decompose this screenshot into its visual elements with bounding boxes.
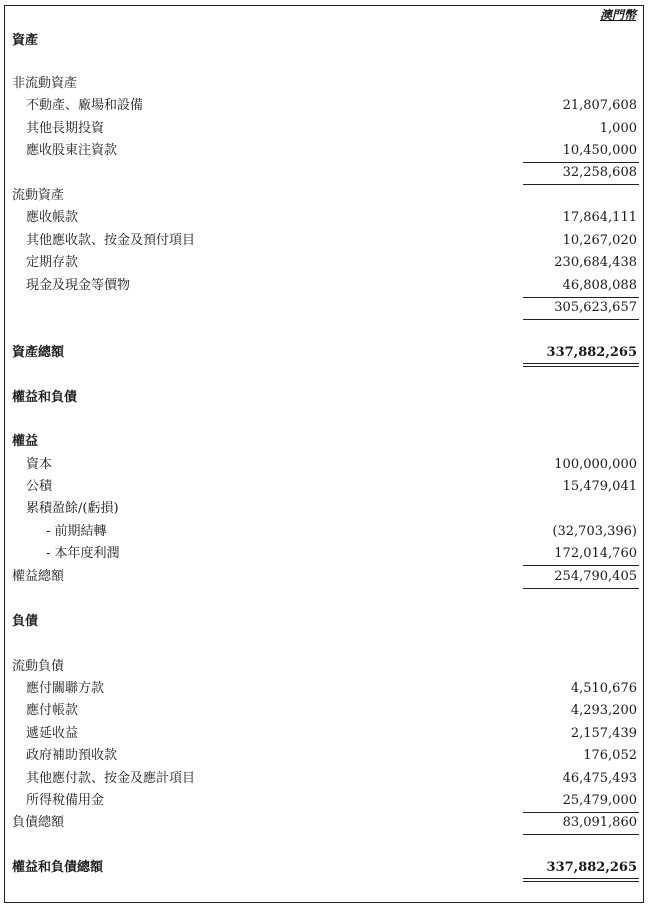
liabilities-total-row (0, 812, 656, 834)
line-item-amount: 2,157,439 (570, 726, 637, 741)
subtotal-underline (523, 588, 639, 589)
line-item-amount: 46,808,088 (562, 278, 637, 293)
line-item-row (0, 543, 656, 565)
line-item-label: 應收股東注資款 (26, 143, 118, 158)
equity-total-row (0, 566, 656, 588)
line-item-label: 定期存款 (26, 255, 79, 270)
line-item-label: 所得稅備用金 (26, 793, 105, 808)
line-item-row (0, 745, 656, 767)
current-assets-subtotal: 305,623,657 (554, 300, 637, 315)
line-item-row (0, 476, 656, 498)
line-item-amount: 10,267,020 (562, 233, 637, 248)
reserves-amount: 15,479,041 (562, 479, 637, 494)
total-double-rule (523, 363, 639, 367)
subtotal-underline (523, 834, 639, 835)
line-item-row (0, 207, 656, 229)
line-item-amount: 1,000 (599, 121, 637, 136)
subtotal-underline (523, 319, 639, 320)
line-item-label: 其他應付款、按金及應計項目 (26, 771, 196, 786)
subtotal-row (0, 162, 656, 184)
line-item-amount: 4,293,200 (570, 703, 637, 718)
non-current-heading-row (0, 73, 656, 95)
retained-heading: 累積盈餘/(虧損) (26, 501, 119, 516)
equity-heading: 權益 (12, 434, 39, 449)
total-equity-liab-row (0, 857, 656, 879)
line-item-row (0, 230, 656, 252)
liabilities-heading-row (0, 611, 656, 633)
line-item-label: 遞延收益 (26, 726, 79, 741)
line-item-row (0, 723, 656, 745)
total-double-rule (523, 878, 639, 882)
equity-total-amount: 254,790,405 (554, 569, 637, 584)
non-current-subtotal: 32,258,608 (562, 165, 637, 180)
current-liab-heading-row (0, 656, 656, 678)
equity-total-label: 權益總額 (12, 569, 65, 584)
current-assets-heading: 流動資產 (12, 188, 65, 203)
total-assets-label: 資產總額 (12, 345, 65, 360)
line-item-amount: 21,807,608 (562, 98, 637, 113)
line-item-label: 政府補助預收款 (26, 748, 118, 763)
capital-label: 資本 (26, 457, 53, 472)
brought-forward-label: - 前期結轉 (46, 524, 107, 539)
non-current-heading: 非流動資產 (12, 76, 78, 91)
line-item-row (0, 521, 656, 543)
line-item-label: 應收帳款 (26, 210, 79, 225)
line-item-row (0, 118, 656, 140)
line-item-row (0, 454, 656, 476)
current-year-amount: 172,014,760 (554, 546, 637, 561)
line-item-row (0, 790, 656, 812)
line-item-amount: 10,450,000 (562, 143, 637, 158)
current-year-label: - 本年度利潤 (46, 546, 120, 561)
line-item-amount: 176,052 (583, 748, 637, 763)
line-item-row (0, 768, 656, 790)
line-item-amount: 230,684,438 (554, 255, 637, 270)
assets-heading-row (0, 30, 656, 52)
line-item-amount: 4,510,676 (570, 681, 637, 696)
line-item-amount: 25,479,000 (562, 793, 637, 808)
line-item-label: 其他應收款、按金及預付項目 (26, 233, 196, 248)
equity-liab-heading: 權益和負債 (12, 390, 78, 405)
total-equity-liab-label: 權益和負債總額 (12, 860, 104, 875)
liabilities-total-amount: 83,091,860 (562, 815, 637, 830)
total-assets-amount: 337,882,265 (546, 345, 637, 360)
reserves-label: 公積 (26, 479, 53, 494)
capital-amount: 100,000,000 (554, 457, 637, 472)
line-item-row (0, 140, 656, 162)
assets-heading: 資產 (12, 33, 39, 48)
line-item-label: 現金及現金等價物 (26, 278, 131, 293)
current-assets-heading-row (0, 185, 656, 207)
subtotal-row (0, 297, 656, 319)
equity-heading-row (0, 431, 656, 453)
line-item-amount: 17,864,111 (562, 210, 637, 225)
line-item-row (0, 252, 656, 274)
brought-forward-amount: (32,703,396) (552, 524, 637, 539)
liabilities-total-label: 負債總額 (12, 815, 65, 830)
line-item-label: 其他長期投資 (26, 121, 105, 136)
line-item-amount: 46,475,493 (562, 771, 637, 786)
total-equity-liab-amount: 337,882,265 (546, 860, 637, 875)
equity-liab-heading-row (0, 387, 656, 409)
line-item-label: 不動產、廠場和設備 (26, 98, 144, 113)
currency-label: 澳門幣 (599, 8, 636, 22)
retained-heading-row (0, 498, 656, 520)
current-liab-heading: 流動負債 (12, 659, 65, 674)
line-item-label: 應付帳款 (26, 703, 79, 718)
line-item-row (0, 678, 656, 700)
line-item-row (0, 700, 656, 722)
total-assets-row (0, 342, 656, 364)
liabilities-heading: 負債 (12, 614, 39, 629)
line-item-row (0, 275, 656, 297)
line-item-label: 應付關聯方款 (26, 681, 105, 696)
line-item-row (0, 95, 656, 117)
